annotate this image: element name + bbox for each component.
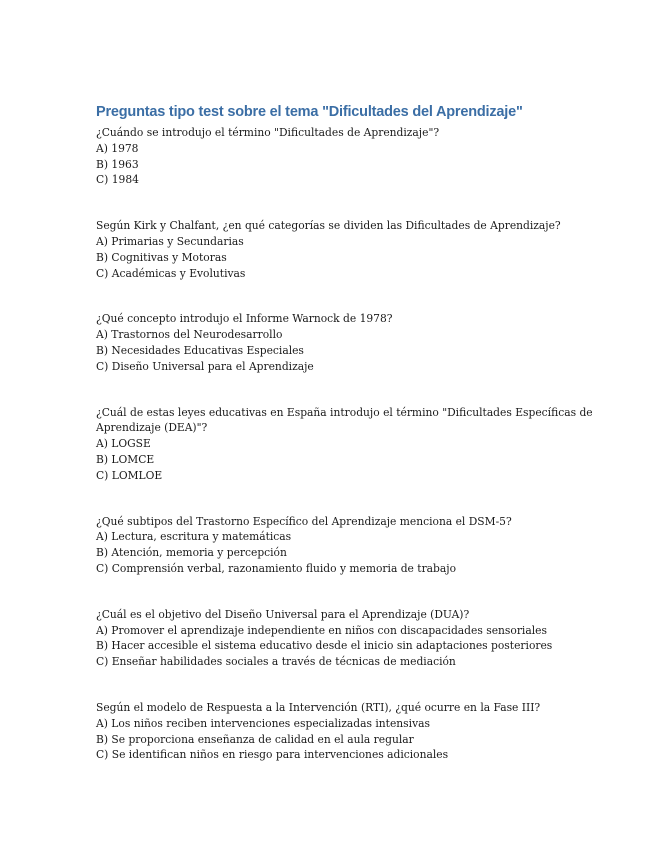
document-page	[96, 103, 636, 763]
question-options	[96, 436, 636, 483]
question-2	[96, 218, 636, 281]
option-b: B) Necesidades Educativas Especiales	[96, 343, 304, 357]
question-1	[96, 125, 636, 188]
option-b: B) 1963	[96, 157, 139, 171]
option-c: C) LOMLOE	[96, 468, 163, 482]
question-text: Según el modelo de Respuesta a la Intervención (RTI), ¿qué ocurre en la Fase III?	[96, 700, 541, 714]
option-c: C) Comprensión verbal, razonamiento fluido y memoria de trabajo	[96, 561, 457, 575]
question-text-line-2: Aprendizaje (DEA)"?	[96, 421, 208, 435]
question-options	[96, 141, 636, 188]
option-b: B) Se proporciona enseñanza de calidad en el aula regular	[96, 732, 414, 746]
option-c: C) Diseño Universal para el Aprendizaje	[96, 359, 314, 373]
option-c: C) 1984	[96, 173, 139, 187]
question-text: ¿Qué concepto introdujo el Informe Warnock de 1978?	[96, 312, 393, 326]
question-options	[96, 234, 636, 281]
option-a: A) Primarias y Secundarias	[96, 234, 244, 248]
question-7	[96, 700, 636, 763]
option-a: A) Promover el aprendizaje independiente en niños con discapacidades sensoriales	[96, 623, 547, 637]
question-text: Según Kirk y Chalfant, ¿en qué categorías se dividen las Dificultades de Aprendizaje?	[96, 219, 561, 233]
question-options	[96, 327, 636, 374]
question-options	[96, 529, 636, 576]
question-4	[96, 405, 636, 484]
option-a: A) Lectura, escritura y matemáticas	[96, 530, 292, 544]
option-b: B) Atención, memoria y percepción	[96, 546, 287, 560]
option-a: A) Los niños reciben intervenciones especializadas intensivas	[96, 716, 430, 730]
question-5	[96, 514, 636, 577]
question-text: ¿Cuándo se introdujo el término "Dificultades de Aprendizaje"?	[96, 126, 440, 139]
option-a: A) 1978	[96, 141, 139, 155]
option-b: B) Cognitivas y Motoras	[96, 250, 227, 264]
question-text-line-1: ¿Cuál de estas leyes educativas en España introdujo el término "Dificultades Específicas de	[96, 405, 593, 419]
option-b: B) Hacer accesible el sistema educativo desde el inicio sin adaptaciones posteriores	[96, 639, 553, 653]
question-options	[96, 623, 636, 670]
question-text: ¿Qué subtipos del Trastorno Específico del Aprendizaje menciona el DSM-5?	[96, 514, 512, 528]
question-3	[96, 311, 636, 374]
option-c: C) Se identifican niños en riesgo para intervenciones adicionales	[96, 748, 449, 762]
option-c: C) Académicas y Evolutivas	[96, 266, 246, 280]
question-6	[96, 607, 636, 670]
question-options	[96, 716, 636, 763]
document-title: Preguntas tipo test sobre el tema "Dificultades del Aprendizaje"	[96, 104, 523, 120]
question-text: ¿Cuál es el objetivo del Diseño Universal para el Aprendizaje (DUA)?	[96, 607, 470, 621]
option-c: C) Enseñar habilidades sociales a través de técnicas de mediación	[96, 655, 456, 669]
option-a: A) LOGSE	[96, 437, 151, 451]
option-a: A) Trastornos del Neurodesarrollo	[96, 328, 283, 342]
option-b: B) LOMCE	[96, 452, 155, 466]
